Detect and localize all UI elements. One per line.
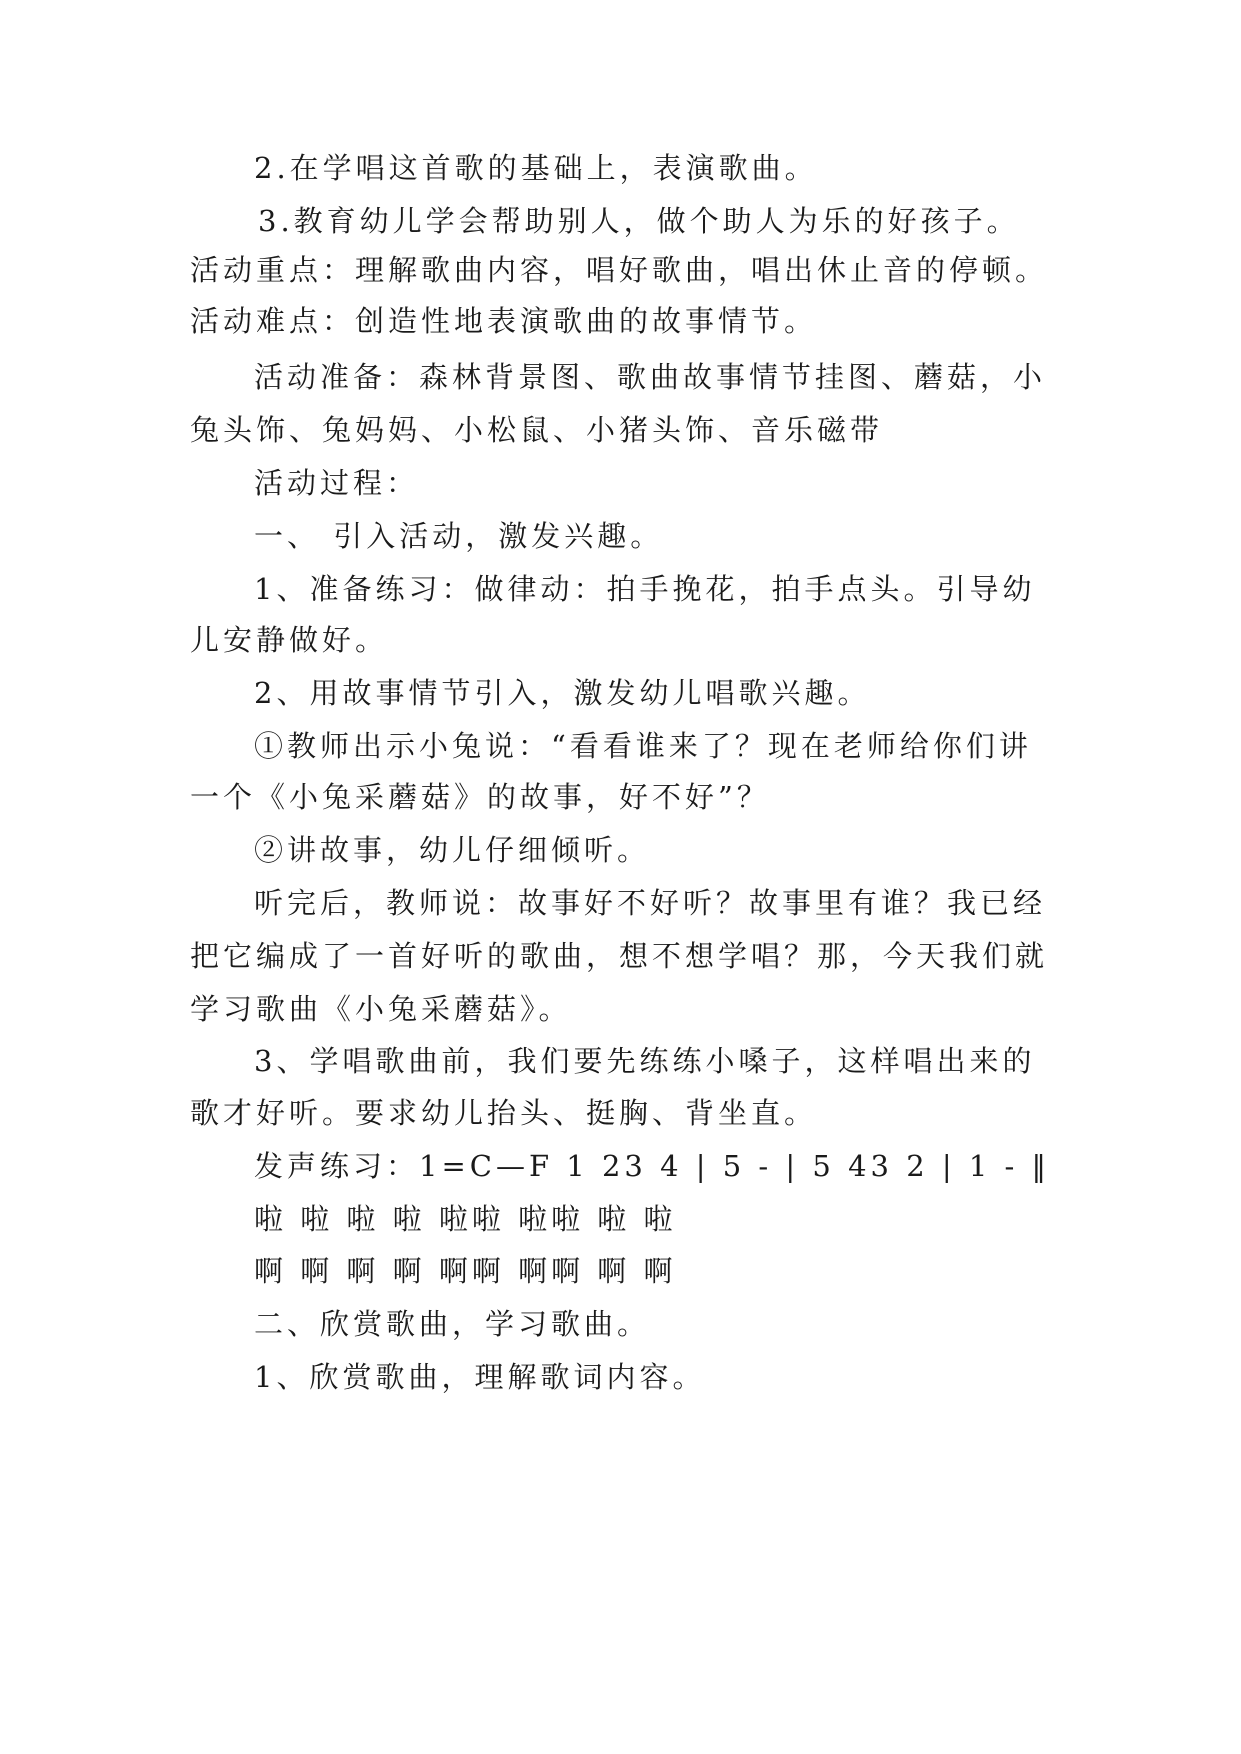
text-line-2: 3.教育幼儿学会帮助别人，做个助人为乐的好孩子。	[258, 204, 1020, 238]
text-line-18: 3、学唱歌曲前，我们要先练练小嗓子，这样唱出来的	[254, 1044, 1036, 1078]
text-line-11: 2、用故事情节引入，激发幼儿唱歌兴趣。	[254, 676, 871, 710]
text-line-21: 啦 啦 啦 啦 啦啦 啦啦 啦 啦	[254, 1202, 677, 1236]
text-line-5: 活动准备：森林背景图、歌曲故事情节挂图、蘑菇，小	[254, 360, 1047, 394]
text-line-3: 活动重点：理解歌曲内容，唱好歌曲，唱出休止音的停顿。	[190, 253, 1049, 287]
text-line-10: 儿安静做好。	[190, 623, 389, 657]
text-line-20: 发声练习：1=C—F 1 23 4 | 5 - | 5 43 2 | 1 - ‖	[254, 1149, 1051, 1183]
text-line-6: 兔头饰、兔妈妈、小松鼠、小猪头饰、音乐磁带	[190, 413, 884, 447]
text-line-24: 1、欣赏歌曲，理解歌词内容。	[254, 1360, 706, 1394]
text-line-13: 一个《小兔采蘑菇》的故事，好不好”？	[190, 780, 770, 814]
text-line-17: 学习歌曲《小兔采蘑菇》。	[190, 992, 572, 1026]
text-line-12: ①教师出示小兔说：“看看谁来了？现在老师给你们讲	[254, 729, 1032, 763]
text-line-16: 把它编成了一首好听的歌曲，想不想学唱？那，今天我们就	[190, 939, 1049, 973]
text-line-15: 听完后，教师说：故事好不好听？故事里有谁？我已经	[254, 886, 1047, 920]
text-line-14: ②讲故事，幼儿仔细倾听。	[254, 833, 651, 867]
text-line-4: 活动难点：创造性地表演歌曲的故事情节。	[190, 304, 818, 338]
text-line-1: 2.在学唱这首歌的基础上，表演歌曲。	[254, 151, 818, 185]
text-line-9: 1、准备练习：做律动：拍手挽花，拍手点头。引导幼	[254, 572, 1036, 606]
text-line-8: 一、 引入活动，激发兴趣。	[254, 519, 664, 553]
text-line-23: 二、欣赏歌曲，学习歌曲。	[254, 1307, 651, 1341]
text-line-22: 啊 啊 啊 啊 啊啊 啊啊 啊 啊	[254, 1254, 677, 1288]
text-line-7: 活动过程：	[254, 466, 420, 500]
text-line-19: 歌才好听。要求幼儿抬头、挺胸、背坐直。	[190, 1096, 818, 1130]
